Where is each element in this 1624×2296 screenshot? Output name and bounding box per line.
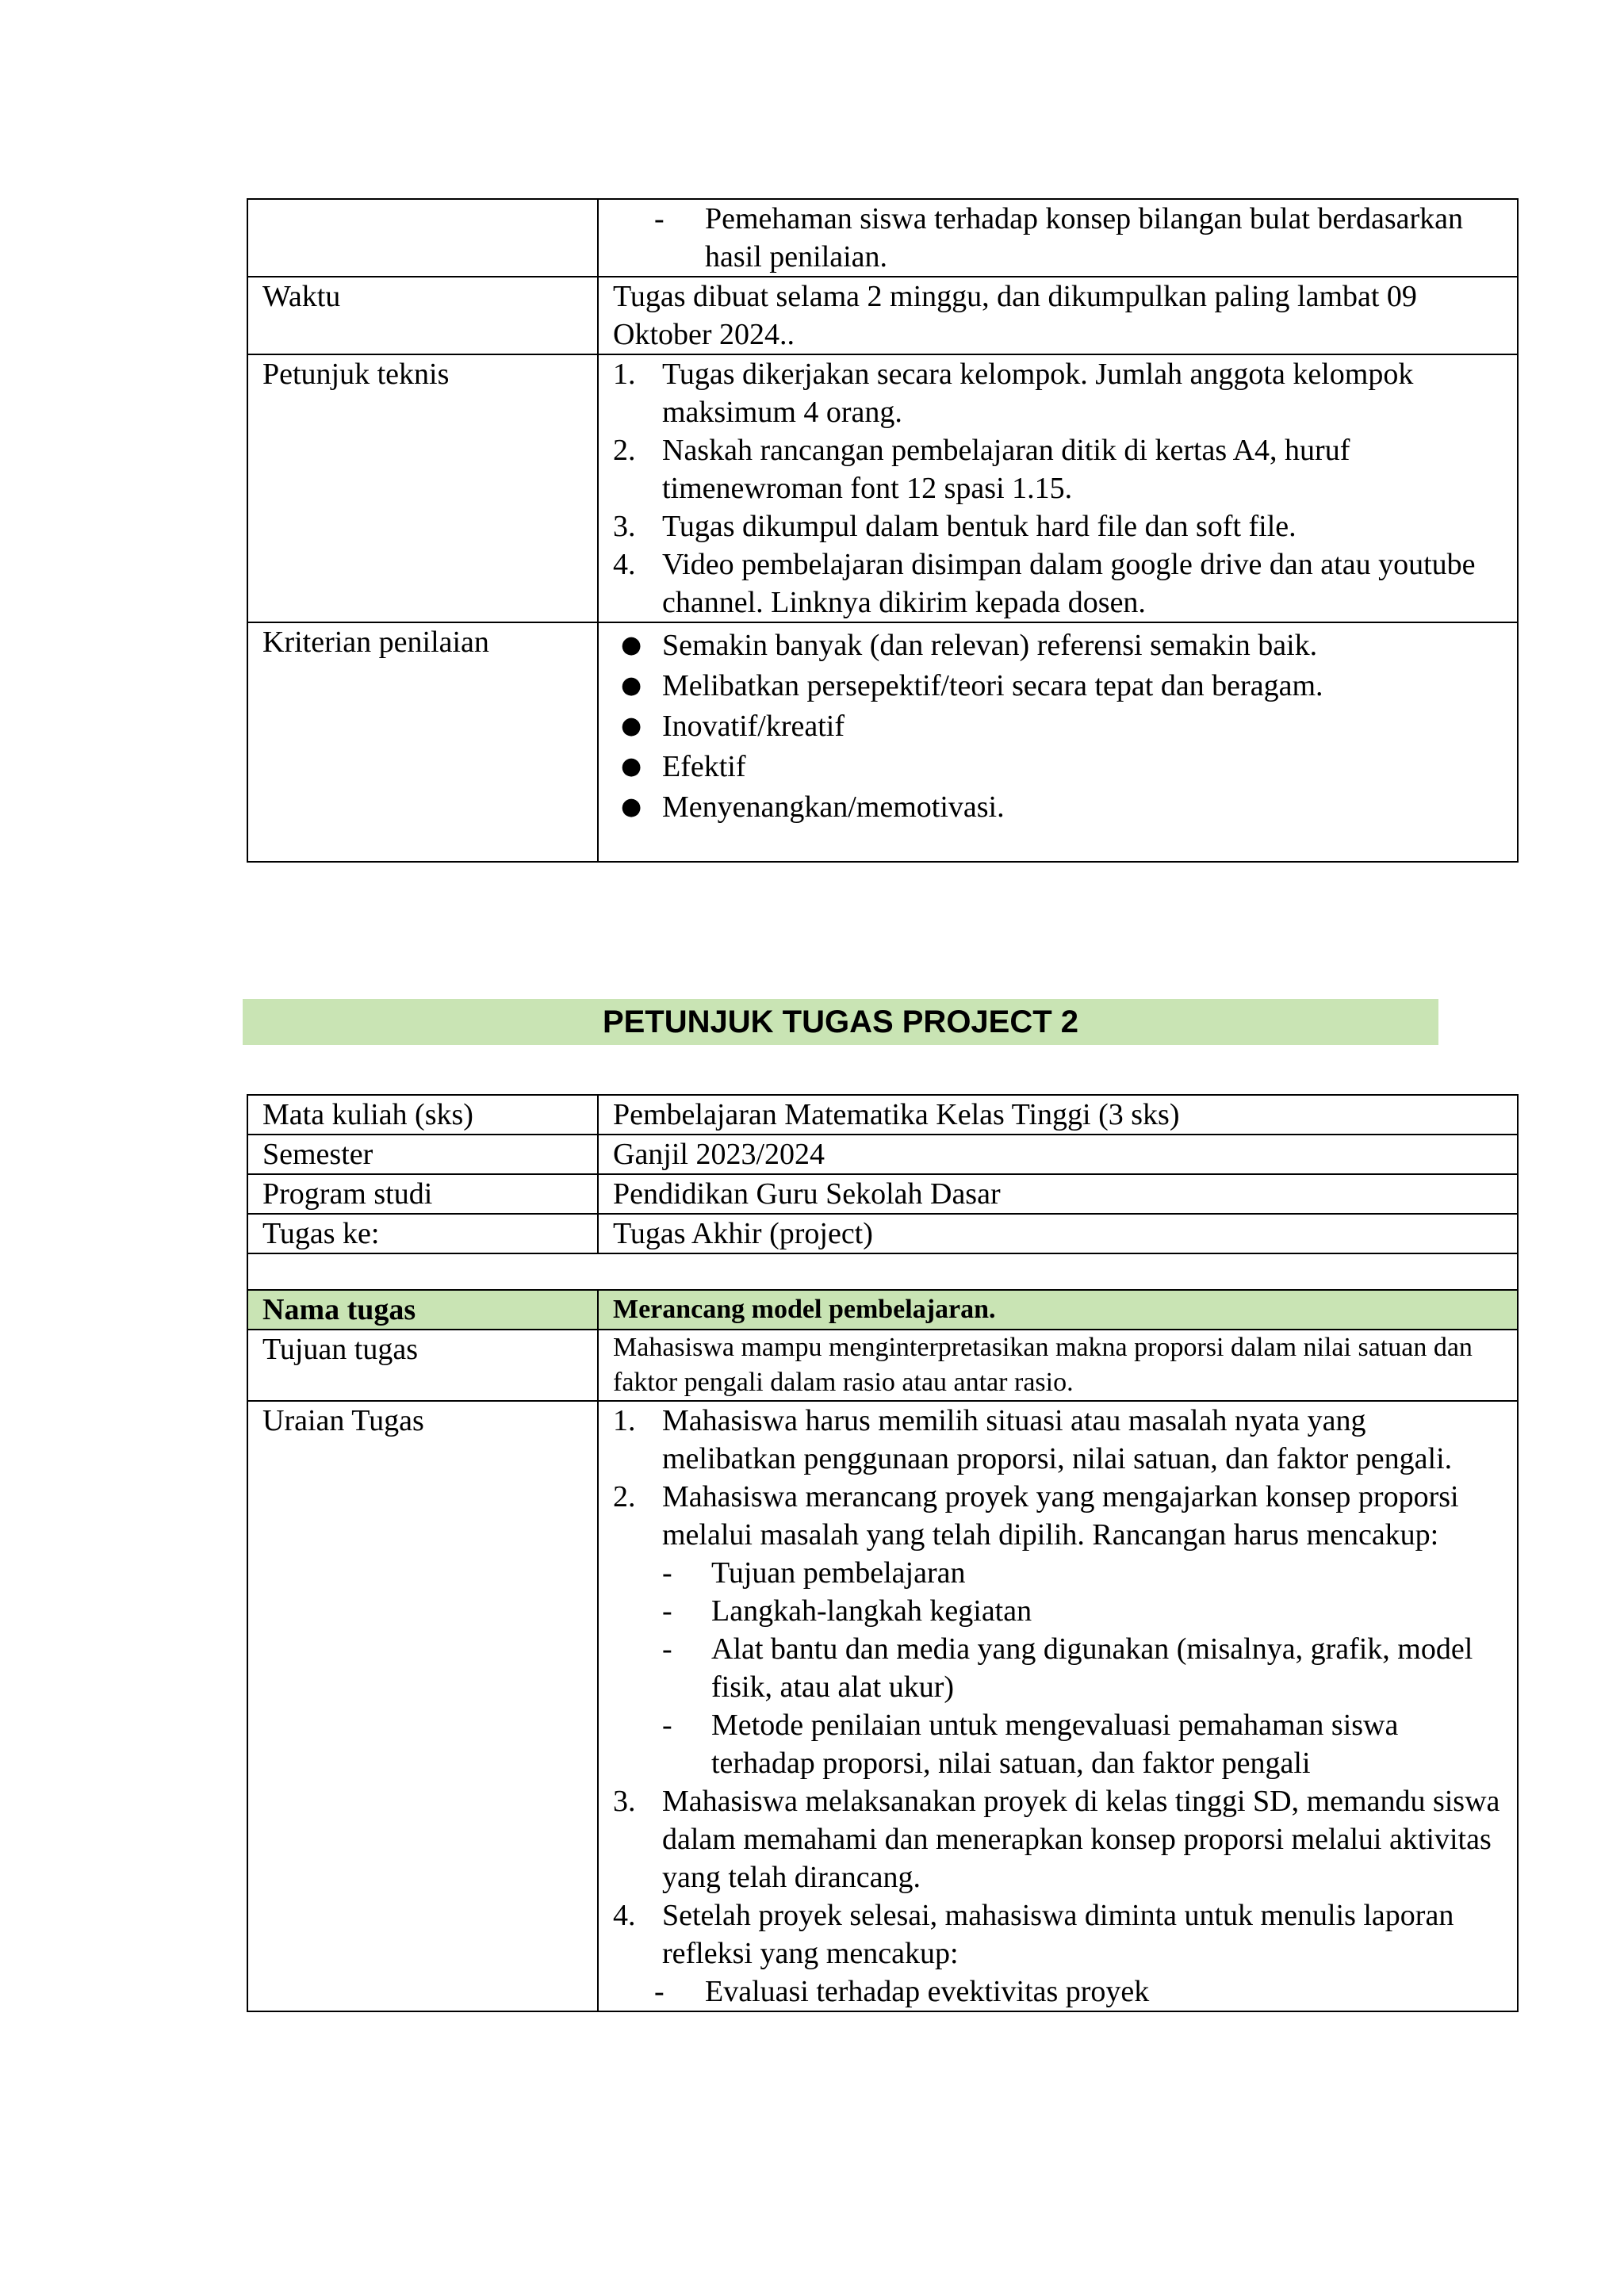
list-item: ● Semakin banyak (dan relevan) referensi semakin baik. [613, 626, 1503, 664]
list-item: - Langkah-langkah kegiatan [662, 1592, 1503, 1630]
section-heading [243, 999, 1438, 1045]
table-row [247, 1174, 1518, 1214]
list-item: - Tujuan pembelajaran [662, 1554, 1503, 1592]
row-value-uraian-tugas [598, 1401, 1518, 2011]
task-table-2 [247, 1094, 1519, 2012]
row-value-tugas-ke: Tugas Akhir (project) [598, 1214, 1518, 1253]
dash-marker: - [654, 202, 665, 235]
table-row [247, 277, 1518, 354]
list-item: ● Inovatif/kreatif [613, 707, 1503, 745]
bullet-icon: ● [621, 631, 642, 659]
table-row [247, 199, 1518, 277]
row-label-waktu: Waktu [247, 277, 598, 354]
row-value-waktu: Tugas dibuat selama 2 minggu, dan dikumpulkan paling lambat 09 Oktober 2024.. [598, 277, 1518, 354]
dash-marker: - [662, 1632, 672, 1666]
list-item: 2. Naskah rancangan pembelajaran ditik di kertas A4, huruf timenewroman font 12 spasi 1.15. [613, 434, 1350, 505]
list-item: - Evaluasi terhadap evektivitas proyek [613, 1973, 1503, 2011]
empty-cell [247, 1253, 1518, 1290]
row-value-semester: Ganjil 2023/2024 [598, 1135, 1518, 1174]
row-label-tujuan-tugas: Tujuan tugas [247, 1330, 598, 1401]
section-heading-text: PETUNJUK TUGAS PROJECT 2 [602, 1004, 1079, 1039]
dash-marker: - [662, 1594, 672, 1628]
row-value-kriterian-penilaian [598, 622, 1518, 862]
row-value-program-studi: Pendidikan Guru Sekolah Dasar [598, 1174, 1518, 1214]
dash-marker: - [662, 1556, 672, 1590]
list-item: - Pemehaman siswa terhadap konsep bilangan bulat berdasarkan hasil penilaian. [613, 200, 1503, 276]
table-row [247, 622, 1518, 862]
list-item: 3. Mahasiswa melaksanakan proyek di kelas tinggi SD, memandu siswa dalam memahami dan menerapkan konsep proporsi melalui aktivitas yang telah dirancang. [613, 1785, 1500, 1894]
table-row [247, 1290, 1518, 1330]
empty-row [247, 1253, 1518, 1290]
list-item: 1. Mahasiswa harus memilih situasi atau masalah nyata yang melibatkan penggunaan proporsi, nilai satuan, dan faktor pengali. [613, 1404, 1453, 1475]
task-table-1 [247, 198, 1519, 863]
row-value-nama-tugas: Merancang model pembelajaran. [598, 1290, 1518, 1330]
list-item: 4. Video pembelajaran disimpan dalam google drive dan atau youtube channel. Linknya dikirim kepada dosen. [613, 548, 1476, 619]
row-label-petunjuk-teknis: Petunjuk teknis [247, 354, 598, 622]
row-label-uraian-tugas: Uraian Tugas [247, 1401, 598, 2011]
bullet-icon: ● [621, 712, 642, 740]
table-row [247, 1135, 1518, 1174]
table-row [247, 354, 1518, 622]
list-item: 3. Tugas dikumpul dalam bentuk hard file dan soft file. [613, 510, 1297, 543]
dash-marker: - [654, 1975, 665, 2008]
table-row [247, 1214, 1518, 1253]
bullet-icon: ● [621, 752, 642, 780]
continuation-cell [598, 199, 1518, 277]
dash-marker: - [662, 1709, 672, 1742]
list-item: - Alat bantu dan media yang digunakan (misalnya, grafik, model fisik, atau alat ukur) [662, 1630, 1503, 1706]
table-row [247, 1401, 1518, 2011]
row-value-tujuan-tugas: Mahasiswa mampu menginterpretasikan makna proporsi dalam nilai satuan dan faktor pengali dalam rasio atau antar rasio. [598, 1330, 1518, 1401]
row-label-program-studi: Program studi [247, 1174, 598, 1214]
list-item: 2. Mahasiswa merancang proyek yang mengajarkan konsep proporsi melalui masalah yang telah dipilih. Rancangan harus mencakup: - Tujuan pembelajaran - Langkah-langkah kegiatan - Alat bantu dan media yang digunakan (misalnya, grafik, model fisik, atau alat ukur) - Metode penilaian untuk mengevaluasi pemahaman siswa terhadap proporsi, nilai satuan, dan faktor pengali [613, 1478, 1503, 1782]
row-label-semester: Semester [247, 1135, 598, 1174]
list-item: 1. Tugas dikerjakan secara kelompok. Jumlah anggota kelompok maksimum 4 orang. [613, 358, 1414, 429]
table-row [247, 1330, 1518, 1401]
list-item: ● Melibatkan persepektif/teori secara tepat dan beragam. [613, 667, 1503, 705]
list-item: ● Menyenangkan/memotivasi. [613, 788, 1503, 826]
table-row [247, 1095, 1518, 1135]
row-label-tugas-ke: Tugas ke: [247, 1214, 598, 1253]
row-label-kriterian-penilaian: Kriterian penilaian [247, 622, 598, 862]
row-value-mata-kuliah: Pembelajaran Matematika Kelas Tinggi (3 sks) [598, 1095, 1518, 1135]
row-label-mata-kuliah: Mata kuliah (sks) [247, 1095, 598, 1135]
row-value-petunjuk-teknis [598, 354, 1518, 622]
list-item: - Metode penilaian untuk mengevaluasi pemahaman siswa terhadap proporsi, nilai satuan, dan faktor pengali [662, 1706, 1503, 1782]
empty-label-cell [247, 199, 598, 277]
row-label-nama-tugas: Nama tugas [247, 1290, 598, 1330]
bullet-icon: ● [621, 793, 642, 821]
bullet-icon: ● [621, 672, 642, 699]
list-item: 4. Setelah proyek selesai, mahasiswa diminta untuk menulis laporan refleksi yang mencakup: [613, 1899, 1454, 1970]
list-item: ● Efektif [613, 748, 1503, 786]
